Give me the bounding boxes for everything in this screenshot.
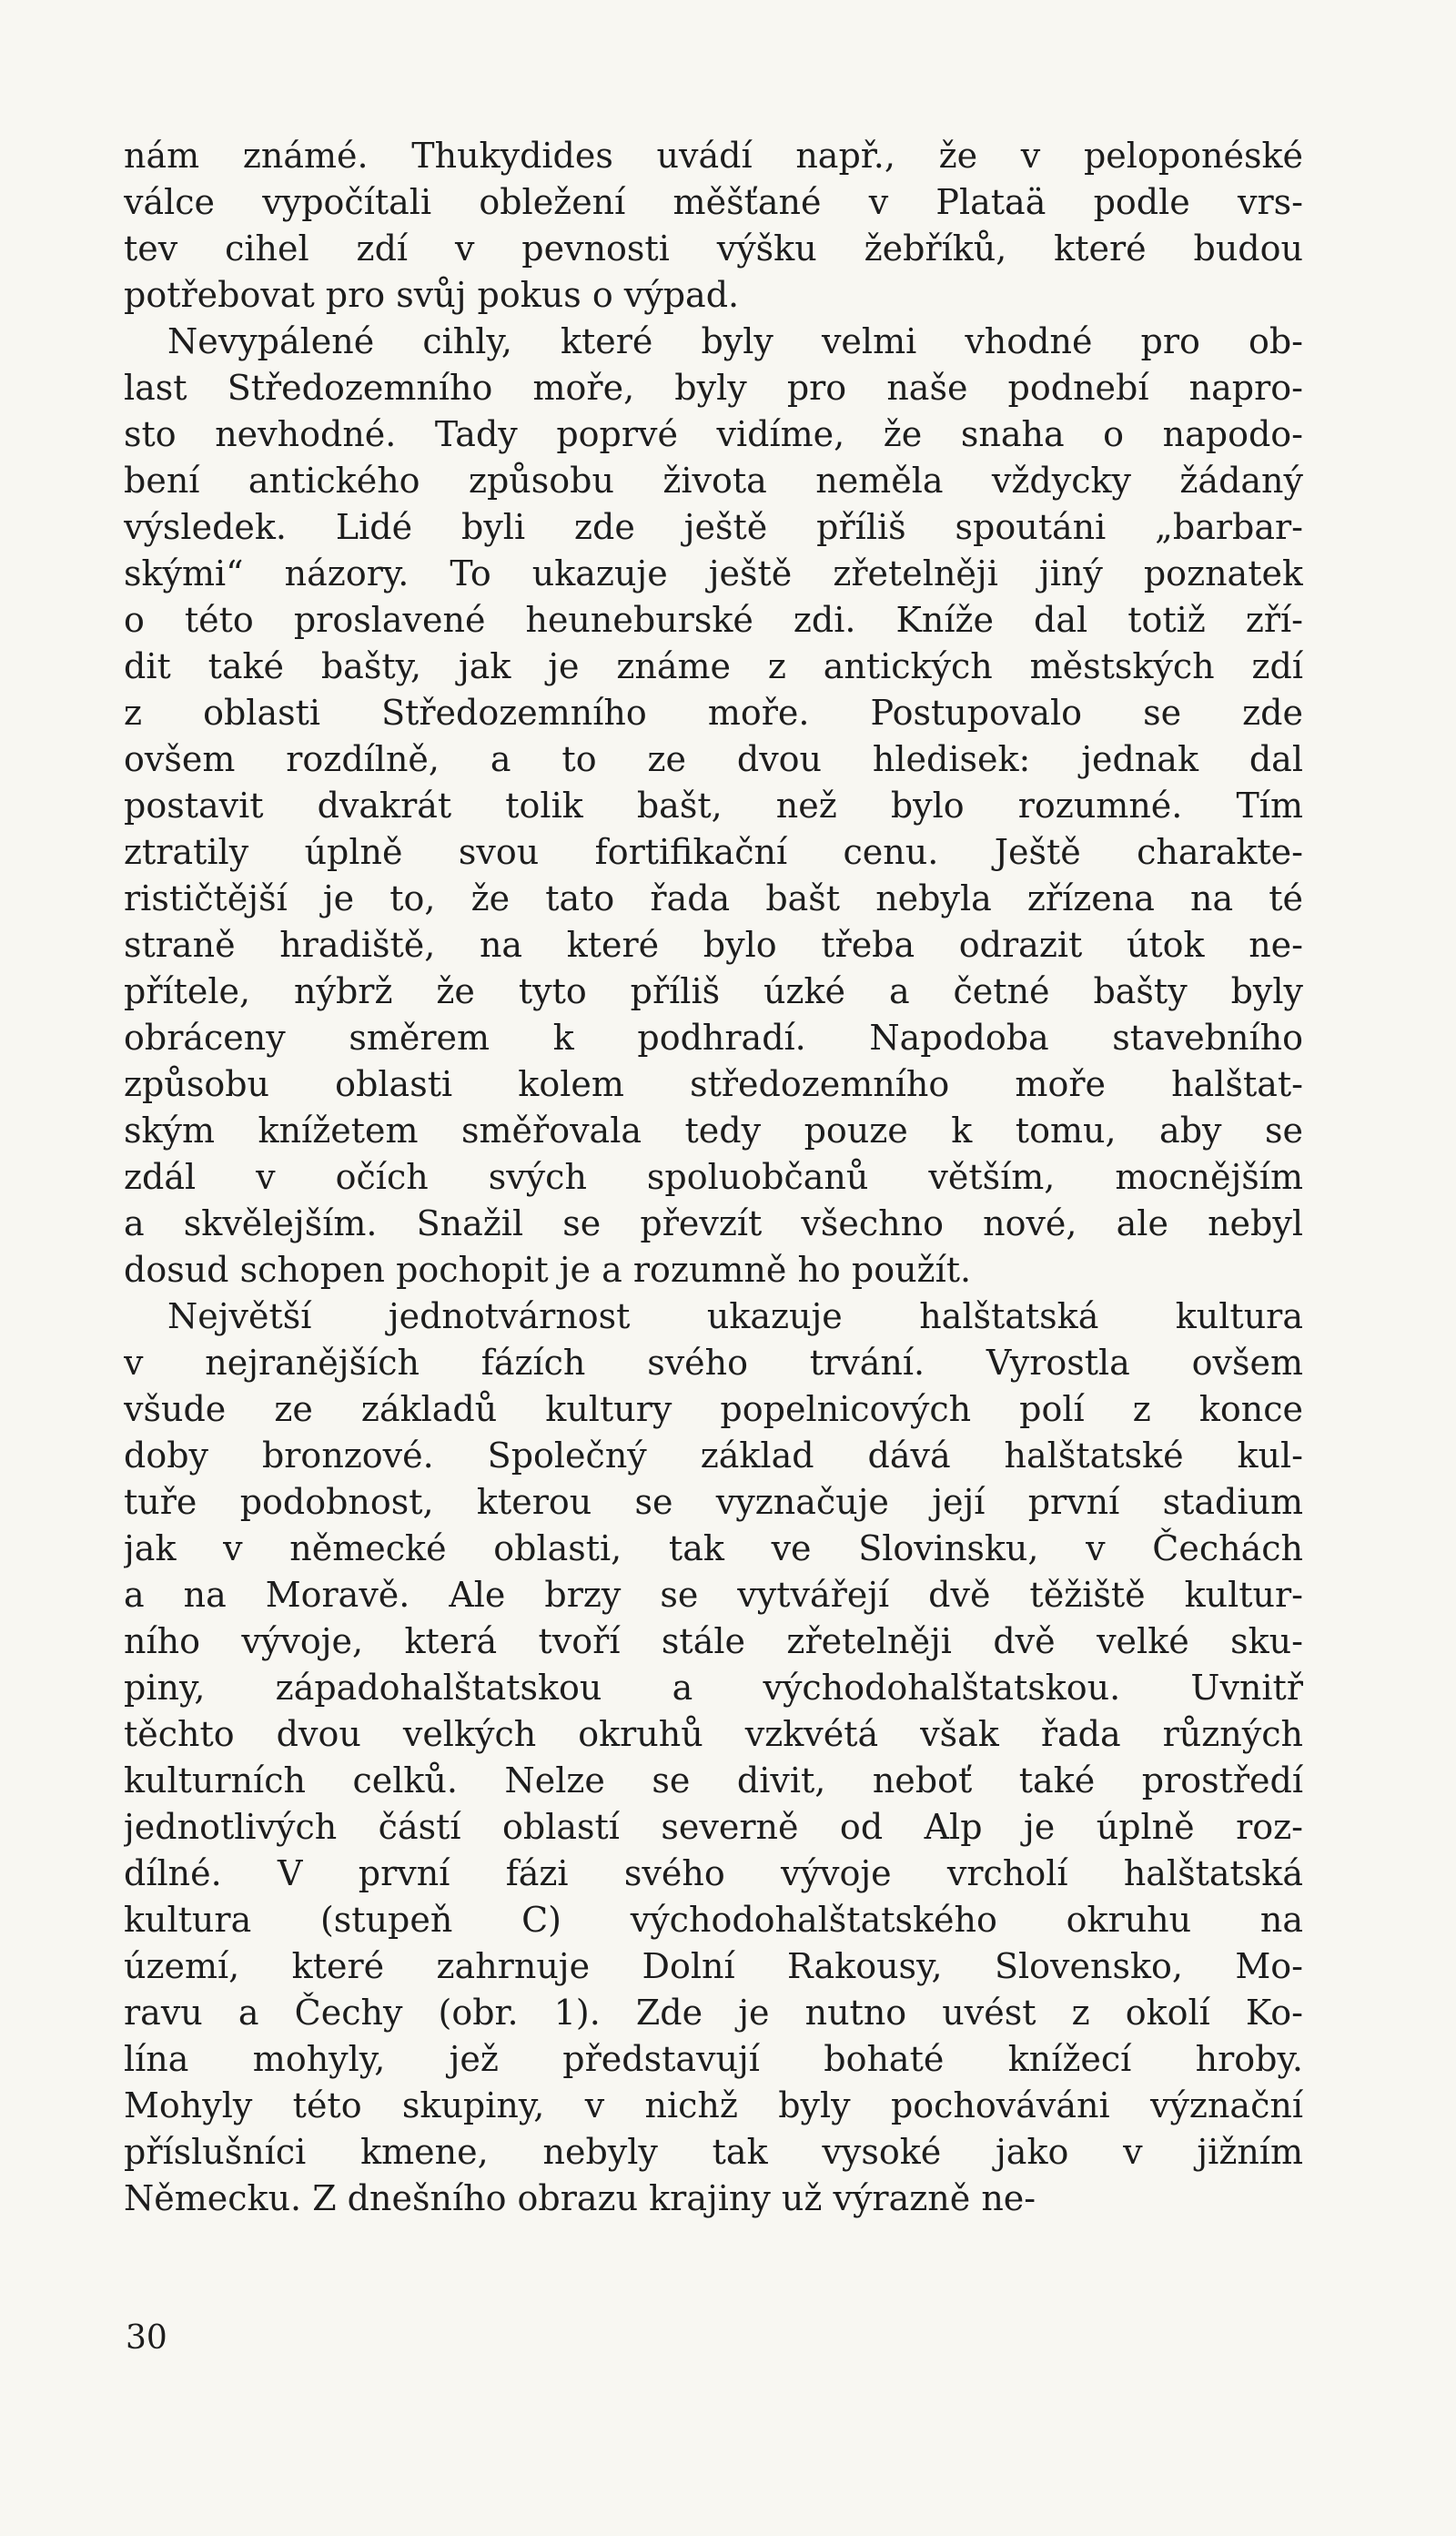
text-line: výsledek. Lidé byli zde ještě příliš spoutáni „barbar- bbox=[124, 507, 1303, 547]
text-line: Nevypálené cihly, které byly velmi vhodné pro ob- bbox=[167, 321, 1303, 361]
text-line: ravu a Čechy (obr. 1). Zde je nutno uvést z okolí Ko- bbox=[124, 1993, 1303, 2033]
text-line: těchto dvou velkých okruhů vzkvétá však řada různých bbox=[124, 1714, 1303, 1754]
text-line: příslušníci kmene, nebyly tak vysoké jako v jižním bbox=[124, 2132, 1303, 2172]
text-line: válce vypočítali obležení měšťané v Plataä podle vrs- bbox=[124, 182, 1303, 222]
text-line: bení antického způsobu života neměla vždycky žádaný bbox=[124, 461, 1303, 501]
text-line: ztratily úplně svou fortifikační cenu. Ještě charakte- bbox=[124, 832, 1303, 872]
text-line: doby bronzové. Společný základ dává halštatské kul- bbox=[124, 1435, 1303, 1476]
text-line: dílné. V první fázi svého vývoje vrcholí halštatská bbox=[124, 1853, 1303, 1893]
text-line: v nejranějších fázích svého trvání. Vyrostla ovšem bbox=[124, 1343, 1303, 1383]
paragraph bbox=[124, 1293, 1303, 2222]
text-line: potřebovat pro svůj pokus o výpad. bbox=[124, 275, 740, 315]
text-line: rističtější je to, že tato řada bašt nebyla zřízena na té bbox=[124, 878, 1303, 918]
text-line: území, které zahrnuje Dolní Rakousy, Slovensko, Mo- bbox=[124, 1946, 1303, 1986]
paragraph bbox=[124, 319, 1303, 1293]
text-line: kulturních celků. Nelze se divit, neboť také prostředí bbox=[124, 1760, 1303, 1801]
text-line: a skvělejším. Snažil se převzít všechno nové, ale nebyl bbox=[124, 1203, 1303, 1243]
text-line: postavit dvakrát tolik bašt, než bylo rozumné. Tím bbox=[124, 786, 1303, 826]
text-line: dosud schopen pochopit je a rozumně ho použít. bbox=[124, 1250, 972, 1290]
text-line: všude ze základů kultury popelnicových polí z konce bbox=[124, 1389, 1303, 1429]
text-line: straně hradiště, na které bylo třeba odrazit útok ne- bbox=[124, 925, 1303, 965]
text-line: piny, západohalštatskou a východohalštatskou. Uvnitř bbox=[124, 1668, 1303, 1708]
text-line: Největší jednotvárnost ukazuje halštatská kultura bbox=[167, 1296, 1303, 1336]
text-line: dit také bašty, jak je známe z antických městských zdí bbox=[124, 646, 1303, 686]
text-line: ovšem rozdílně, a to ze dvou hledisek: jednak dal bbox=[124, 739, 1303, 779]
text-line: o této proslavené heuneburské zdi. Kníže dal totiž zří- bbox=[124, 600, 1303, 640]
text-line: obráceny směrem k podhradí. Napodoba stavebního bbox=[124, 1018, 1303, 1058]
text-line: sto nevhodné. Tady poprvé vidíme, že snaha o napodo- bbox=[124, 414, 1303, 454]
text-line: lína mohyly, jež představují bohaté knížecí hroby. bbox=[124, 2039, 1303, 2079]
text-line: z oblasti Středozemního moře. Postupovalo se zde bbox=[124, 693, 1303, 733]
text-line: Německu. Z dnešního obrazu krajiny už výrazně ne- bbox=[124, 2178, 1036, 2218]
body-text bbox=[124, 133, 1303, 2222]
text-line: ního vývoje, která tvoří stále zřetelněji dvě velké sku- bbox=[124, 1621, 1303, 1661]
text-line: tev cihel zdí v pevnosti výšku žebříků, které budou bbox=[124, 228, 1303, 269]
text-line: jednotlivých částí oblastí severně od Alp je úplně roz- bbox=[124, 1807, 1303, 1847]
page-number: 30 bbox=[126, 2319, 167, 2357]
text-line: last Středozemního moře, byly pro naše podnebí napro- bbox=[124, 368, 1303, 408]
text-line: Mohyly této skupiny, v nichž byly pochováváni význační bbox=[124, 2085, 1303, 2125]
text-line: přítele, nýbrž že tyto příliš úzké a četné bašty byly bbox=[124, 971, 1303, 1011]
text-line: ským knížetem směřovala tedy pouze k tomu, aby se bbox=[124, 1111, 1303, 1151]
text-line: skými“ názory. To ukazuje ještě zřetelněji jiný poznatek bbox=[124, 553, 1303, 593]
text-line: tuře podobnost, kterou se vyznačuje její první stadium bbox=[124, 1482, 1303, 1522]
paragraph bbox=[124, 133, 1303, 319]
text-line: jak v německé oblasti, tak ve Slovinsku, v Čechách bbox=[124, 1528, 1303, 1568]
text-line: kultura (stupeň C) východohalštatského okruhu na bbox=[124, 1900, 1303, 1940]
text-line: zdál v očích svých spoluobčanů větším, mocnějším bbox=[124, 1157, 1303, 1197]
text-line: a na Moravě. Ale brzy se vytvářejí dvě těžiště kultur- bbox=[124, 1575, 1303, 1615]
text-line: způsobu oblasti kolem středozemního moře halštat- bbox=[124, 1064, 1303, 1104]
text-line: nám známé. Thukydides uvádí např., že v peloponéské bbox=[124, 136, 1303, 176]
